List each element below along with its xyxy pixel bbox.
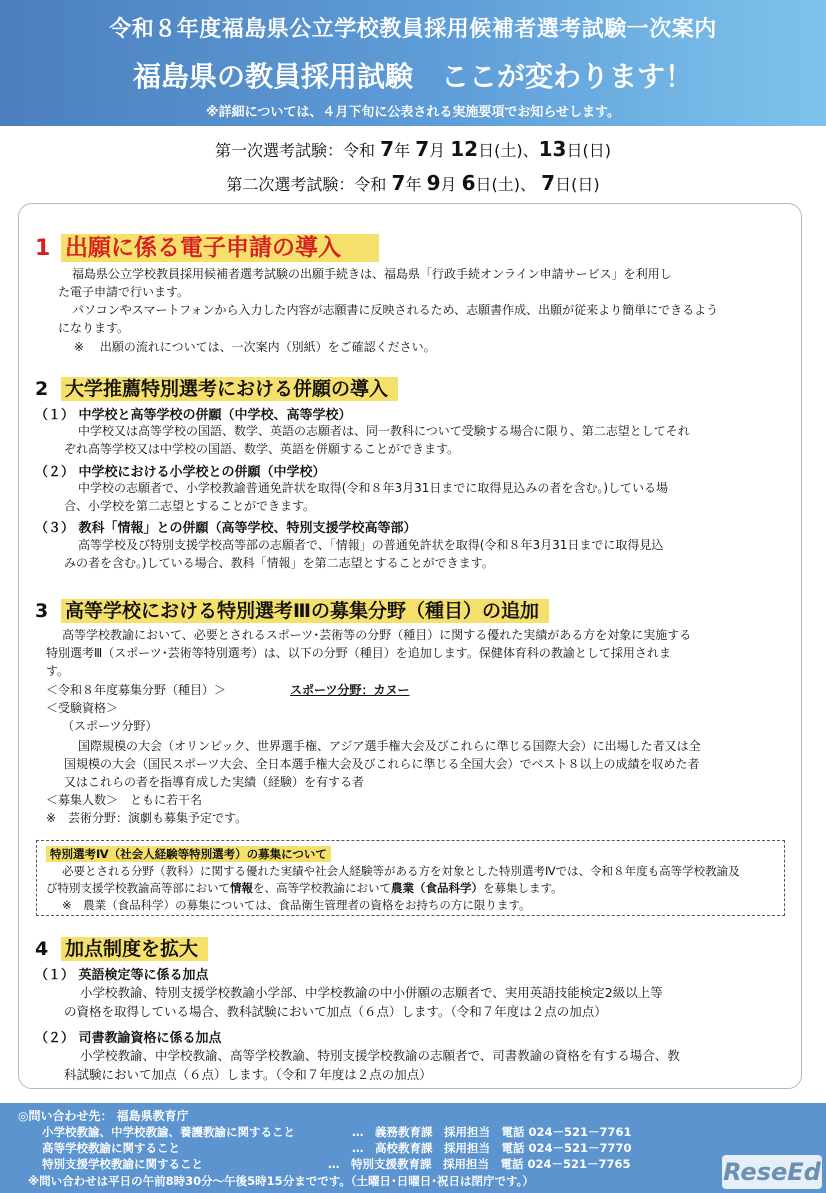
s1-paragraph-2a: パソコンやスマートフォンから入力した内容が志願書に反映されるため、志願書作成、出願が従来より簡単にできるよう [72,303,719,317]
s2-sub2-text-b: 合、小学校を第二志望とすることができます。 [64,499,316,513]
s1-paragraph-1b: た電子申請で行います。 [58,285,190,299]
s1-note: ※ 出願の流れについては、一次案内（別紙）をご確認ください。 [74,340,436,354]
special-note: ※ 農業（食品科学）の募集については、食品衛生管理者の資格をお持ちの方に限ります。 [62,898,531,912]
s3-qual-3: 又はこれらの者を指導育成した実績（経験）を有する者 [64,775,365,789]
header-note: ※詳細については、４月下旬に公表される実施要項でお知らせします。 [206,105,620,120]
contact-row-1-phone: … 義務教育課 採用担当 電話 024－521－7761 [352,1125,632,1139]
contact-heading: ◎問い合わせ先： 福島県教育庁 [18,1109,189,1123]
contact-row-2-phone: … 高校教育課 採用担当 電話 024－521－7770 [352,1141,632,1155]
section-1-heading: 1 出願に係る電子申請の導入 [35,229,379,262]
s3-field-label: ＜令和８年度募集分野（種目）＞ [46,683,227,697]
contact-footer [0,1103,826,1193]
s2-sub3-heading: （３） 教科「情報」との併願（高等学校、特別支援学校高等部） [35,521,417,536]
s4-sub1-text-b: の資格を取得している場合、教科試験において加点（６点）します。（令和７年度は２点の加点） [64,1004,607,1019]
contact-row-3-subject: 特別支援学校教諭に関すること [42,1157,203,1171]
s4-sub2-heading: （２） 司書教諭資格に係る加点 [35,1031,222,1046]
s3-text-a: 高等学校教諭において、必要とされるスポーツ･芸術等の分野（種目）に関する優れた実績がある方を対象に実施する [62,628,692,642]
special-text-1: 必要とされる分野（教科）に関する優れた実績や社会人経験等がある方を対象とした特別選考Ⅳでは、令和８年度も高等学校教諭及 [62,864,740,878]
s4-sub1-text-a: 小学校教諭、特別支援学校教諭小学部、中学校教諭の中小併願の志願者で、実用英語技能検定2級以上等 [80,985,663,1000]
s2-sub3-text-b: みの者を含む。)している場合、教科「情報」を第二志望とすることができます。 [64,556,494,570]
s2-sub3-text-a: 高等学校及び特別支援学校高等部の志願者で、「情報」の普通免許状を取得(令和８年3月31日までに取得見込 [78,538,664,552]
section-3-heading: 3 高等学校における特別選考Ⅲの募集分野（種目）の追加 [35,596,549,623]
page-title: 福島県の教員採用試験 ここが変わります！ [132,60,693,93]
s2-sub2-heading: （２） 中学校における小学校との併願（中学校） [35,465,326,480]
section-2-heading: 2 大学推薦特別選考における併願の導入 [35,374,398,401]
s1-paragraph-1a: 福島県公立学校教員採用候補者選考試験の出願手続きは、福島県「行政手続オンライン申請サービス」を利用し [72,267,672,281]
s2-sub1-heading: （１） 中学校と高等学校の併願（中学校、高等学校） [35,408,352,423]
s3-qual-2: 国規模の大会（国民スポーツ大会、全日本選手権大会及びこれらに準じる全国大会）でベスト８以上の成績を収めた者 [64,757,700,771]
watermark-logo: ReseEd [722,1155,822,1189]
s4-sub2-text-b: 科試験において加点（６点）します。（令和７年度は２点の加点） [64,1067,432,1082]
s3-qual-1: 国際規模の大会（オリンピック、世界選手権、アジア選手権大会及びこれらに準じる国際大会）に出場した者又は全 [78,739,701,753]
special-selection-title: 特別選考Ⅳ（社会人経験等特別選考）の募集について [46,846,331,862]
special-text-2: び特別支援学校教諭高等部において情報を、高等学校教諭において農業（食品科学）を募集します。 [46,881,563,895]
s3-text-b: 特別選考Ⅲ（スポーツ･芸術等特別選考）は、以下の分野（種目）を追加します。保健体育科の教諭として採用されま [46,646,671,660]
s4-sub2-text-a: 小学校教諭、中学校教諭、高等学校教諭、特別支援学校教諭の志願者で、司書教諭の資格を有する場合、教 [80,1048,680,1063]
second-exam-date: 第二次選考試験：令和 7年 9月 6日(土)、 7日(日) [226,171,600,195]
s3-qual-sub: （スポーツ分野） [62,719,158,733]
s2-sub1-text-b: ぞれ高等学校又は中学校の国語、数学、英語を併願することができます。 [64,442,460,456]
s3-qual-label: ＜受験資格＞ [46,701,119,715]
s3-field-value: スポーツ分野：カヌー [290,683,410,697]
contact-row-1-subject: 小学校教諭、中学校教諭、養護教諭に関すること [42,1125,295,1139]
s4-sub1-heading: （１） 英語検定等に係る加点 [35,968,209,983]
s3-text-c: す。 [46,664,70,678]
s1-paragraph-2b: になります。 [58,321,130,335]
contact-row-2-subject: 高等学校教諭に関すること [42,1141,180,1155]
s2-sub2-text-a: 中学校の志願者で、小学校教諭普通免許状を取得(令和８年3月31日までに取得見込みの者を含む。)している場 [78,481,669,495]
s3-note: ※ 芸術分野：演劇も募集予定です。 [46,811,248,825]
header-banner [0,0,826,126]
header-subtitle: 令和８年度福島県公立学校教員採用候補者選考試験一次案内 [109,17,717,42]
section-4-heading: 4 加点制度を拡大 [35,934,208,961]
s2-sub1-text-a: 中学校又は高等学校の国語、数学、英語の志願者は、同一教科について受験する場合に限り、第二志望としてそれ [78,424,690,438]
contact-hours: ※問い合わせは平日の午前8時30分～午後5時15分までです。（土曜日･日曜日･祝日は閉庁です。） [28,1174,534,1188]
contact-row-3-phone: … 特別支援教育課 採用担当 電話 024－521－7765 [328,1157,631,1171]
s3-count: ＜募集人数＞ ともに若干名 [46,793,203,807]
first-exam-date: 第一次選考試験：令和 7年 7月 12日(土)、13日(日) [215,137,611,161]
